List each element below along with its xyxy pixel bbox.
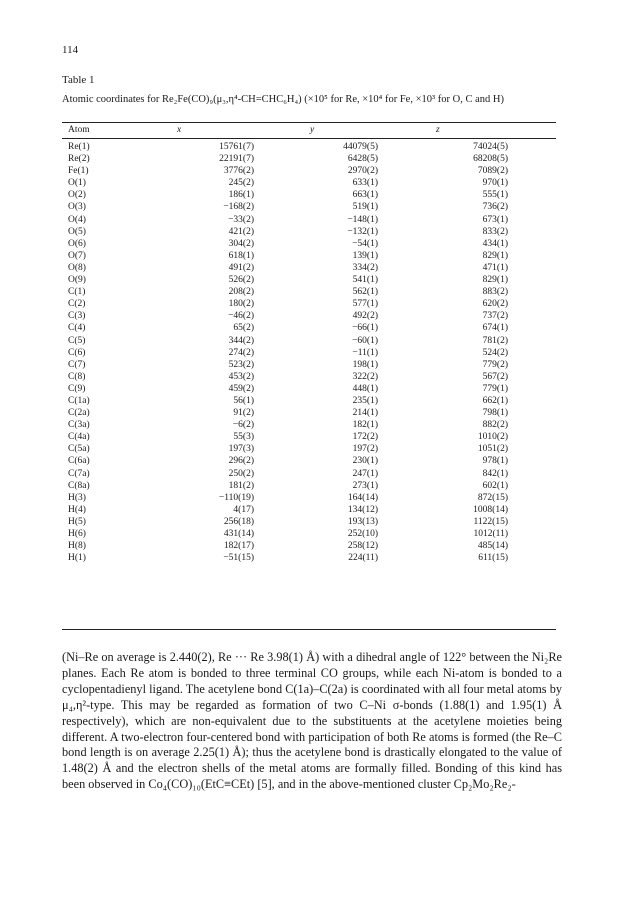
cell-x: 296(2) xyxy=(228,456,254,467)
cell-atom: C(8a) xyxy=(68,480,90,491)
cell-atom: C(7a) xyxy=(68,468,90,479)
cell-x: −33(2) xyxy=(228,214,254,225)
cell-x: 65(2) xyxy=(233,323,254,334)
cell-z: 798(1) xyxy=(482,408,508,419)
cell-y: 633(1) xyxy=(352,178,378,189)
cell-x: 431(14) xyxy=(223,529,254,539)
cell-y: 541(1) xyxy=(352,275,378,286)
cell-z: 485(14) xyxy=(477,541,508,552)
cell-atom: C(4) xyxy=(68,323,86,334)
cell-z: 662(1) xyxy=(482,395,508,406)
table-row xyxy=(62,214,556,226)
table-row xyxy=(62,371,556,383)
cell-atom: H(5) xyxy=(68,516,86,527)
cell-atom: O(4) xyxy=(68,214,86,225)
cell-x: 274(2) xyxy=(228,347,254,358)
table-row xyxy=(62,189,556,201)
cell-y: 235(1) xyxy=(352,395,378,406)
table-row xyxy=(62,347,556,359)
cell-atom: C(8) xyxy=(68,371,86,382)
table-row xyxy=(62,480,556,492)
cell-atom: Re(2) xyxy=(68,154,90,165)
table-row xyxy=(62,455,556,467)
cell-y: 519(1) xyxy=(352,202,378,213)
cell-z: 779(1) xyxy=(482,383,508,394)
cell-y: 182(1) xyxy=(352,420,378,431)
cell-atom: O(2) xyxy=(68,190,86,201)
cell-y: −66(1) xyxy=(352,323,378,334)
page-number: 114 xyxy=(62,44,79,56)
header-x: x xyxy=(177,125,182,135)
cell-z: 7089(2) xyxy=(477,166,508,177)
cell-z: 779(2) xyxy=(482,359,508,370)
cell-x: 344(2) xyxy=(228,335,254,346)
table-row xyxy=(62,359,556,371)
cell-z: 620(2) xyxy=(482,299,508,310)
cell-x: 523(2) xyxy=(228,359,254,370)
cell-z: 68208(5) xyxy=(473,154,508,165)
cell-y: 322(2) xyxy=(352,371,378,382)
cell-x: 256(18) xyxy=(223,516,254,527)
table-row xyxy=(62,431,556,443)
cell-y: −132(1) xyxy=(347,226,378,237)
cell-y: 198(1) xyxy=(352,359,378,370)
table-row xyxy=(62,298,556,310)
table-row xyxy=(62,468,556,480)
cell-atom: H(3) xyxy=(68,492,86,503)
table-row xyxy=(62,492,556,504)
cell-y: 247(1) xyxy=(352,468,378,479)
cell-x: 421(2) xyxy=(228,226,254,237)
cell-atom: O(5) xyxy=(68,226,86,237)
cell-atom: C(1) xyxy=(68,287,86,298)
cell-z: 883(2) xyxy=(482,287,508,298)
cell-z: 1012(11) xyxy=(473,529,508,539)
cell-atom: H(4) xyxy=(68,504,86,515)
cell-atom: O(3) xyxy=(68,202,86,213)
cell-atom: Re(1) xyxy=(68,142,90,152)
cell-x: 181(2) xyxy=(228,480,254,491)
cell-z: 74024(5) xyxy=(473,142,508,152)
cell-x: 250(2) xyxy=(228,468,254,479)
cell-x: 304(2) xyxy=(228,238,254,249)
table-caption: Atomic coordinates for Re₂Fe(CO)₉(μ₃,η⁴-CH=CHC₆H₄) (×10⁵ for Re, ×10⁴ for Fe, ×10³ for O, C and H) xyxy=(62,94,504,105)
cell-z: 833(2) xyxy=(482,226,508,237)
cell-atom: C(2) xyxy=(68,299,86,310)
table-row xyxy=(62,165,556,177)
cell-z: 829(1) xyxy=(482,250,508,261)
cell-x: 91(2) xyxy=(233,408,254,419)
cell-z: 673(1) xyxy=(482,214,508,225)
table-row xyxy=(62,540,556,552)
cell-atom: H(6) xyxy=(68,529,86,539)
cell-y: 258(12) xyxy=(347,541,378,552)
table-body xyxy=(62,141,556,564)
table-row xyxy=(62,286,556,298)
cell-x: 453(2) xyxy=(228,371,254,382)
cell-x: 491(2) xyxy=(228,262,254,273)
cell-y: 230(1) xyxy=(352,456,378,467)
cell-atom: Fe(1) xyxy=(68,166,89,177)
table-row xyxy=(62,552,556,564)
table-row xyxy=(62,250,556,262)
table-row xyxy=(62,395,556,407)
table-row xyxy=(62,274,556,286)
cell-y: 577(1) xyxy=(352,299,378,310)
cell-atom: O(9) xyxy=(68,275,86,286)
cell-atom: C(1a) xyxy=(68,395,90,406)
cell-x: 197(3) xyxy=(228,444,254,455)
cell-atom: C(3a) xyxy=(68,420,90,431)
header-y: y xyxy=(310,125,315,135)
table-row xyxy=(62,322,556,334)
table-row xyxy=(62,335,556,347)
cell-x: −46(2) xyxy=(228,311,254,322)
cell-x: 4(17) xyxy=(233,504,254,515)
cell-y: −60(1) xyxy=(352,335,378,346)
table-header-row xyxy=(62,124,556,136)
cell-x: −6(2) xyxy=(232,420,254,431)
table-row xyxy=(62,262,556,274)
table-row xyxy=(62,516,556,528)
cell-atom: O(6) xyxy=(68,238,86,249)
cell-y: 139(1) xyxy=(352,250,378,261)
table-row xyxy=(62,177,556,189)
cell-z: 434(1) xyxy=(482,238,508,249)
cell-atom: C(6) xyxy=(68,347,86,358)
cell-atom: C(6a) xyxy=(68,456,90,467)
cell-z: 736(2) xyxy=(482,202,508,213)
cell-z: 611(15) xyxy=(478,553,508,564)
table-row xyxy=(62,443,556,455)
cell-y: 214(1) xyxy=(352,408,378,419)
cell-z: 970(1) xyxy=(482,178,508,189)
table-row xyxy=(62,238,556,250)
cell-y: −11(1) xyxy=(352,347,378,358)
cell-y: −148(1) xyxy=(347,214,378,225)
table-row xyxy=(62,201,556,213)
cell-z: 1008(14) xyxy=(473,504,508,515)
cell-y: 224(11) xyxy=(348,553,378,564)
cell-z: 829(1) xyxy=(482,275,508,286)
table-row xyxy=(62,407,556,419)
cell-atom: C(7) xyxy=(68,359,86,370)
table-row xyxy=(62,141,556,153)
cell-x: 22191(7) xyxy=(219,154,254,165)
cell-x: 55(3) xyxy=(233,432,254,443)
cell-y: 164(14) xyxy=(347,492,378,503)
cell-atom: C(9) xyxy=(68,383,86,394)
cell-z: 555(1) xyxy=(482,190,508,201)
cell-atom: H(1) xyxy=(68,553,86,564)
cell-y: 6428(5) xyxy=(347,154,378,165)
cell-x: 3776(2) xyxy=(223,166,254,177)
cell-y: 492(2) xyxy=(352,311,378,322)
cell-atom: O(8) xyxy=(68,262,86,273)
cell-x: −110(19) xyxy=(218,492,254,503)
table-row xyxy=(62,419,556,431)
table-bottom-rule xyxy=(62,629,556,630)
cell-y: 2970(2) xyxy=(347,166,378,177)
cell-atom: C(5) xyxy=(68,335,86,346)
cell-atom: H(8) xyxy=(68,541,86,552)
cell-y: 562(1) xyxy=(352,287,378,298)
cell-z: 1122(15) xyxy=(473,516,508,527)
cell-z: 978(1) xyxy=(482,456,508,467)
cell-y: −54(1) xyxy=(352,238,378,249)
cell-atom: O(1) xyxy=(68,178,86,189)
cell-atom: C(3) xyxy=(68,311,86,322)
cell-x: 182(17) xyxy=(223,541,254,552)
cell-y: 334(2) xyxy=(352,262,378,273)
cell-x: 526(2) xyxy=(228,275,254,286)
cell-x: 459(2) xyxy=(228,383,254,394)
cell-y: 134(12) xyxy=(347,504,378,515)
cell-x: −168(2) xyxy=(223,202,254,213)
cell-z: 842(1) xyxy=(482,468,508,479)
cell-x: 186(1) xyxy=(228,190,254,201)
cell-y: 252(10) xyxy=(347,529,378,539)
cell-x: 245(2) xyxy=(228,178,254,189)
cell-z: 471(1) xyxy=(482,262,508,273)
table-row xyxy=(62,528,556,540)
cell-y: 193(13) xyxy=(347,516,378,527)
cell-z: 524(2) xyxy=(482,347,508,358)
cell-y: 197(2) xyxy=(352,444,378,455)
cell-z: 674(1) xyxy=(482,323,508,334)
cell-y: 44079(5) xyxy=(343,142,378,152)
cell-atom: C(2a) xyxy=(68,408,90,419)
cell-z: 1051(2) xyxy=(477,444,508,455)
header-z: z xyxy=(436,125,440,135)
cell-x: −51(15) xyxy=(223,553,254,564)
table-row xyxy=(62,504,556,516)
cell-z: 567(2) xyxy=(482,371,508,382)
table-row xyxy=(62,226,556,238)
cell-x: 15761(7) xyxy=(219,142,254,152)
cell-atom: C(4a) xyxy=(68,432,90,443)
cell-x: 618(1) xyxy=(228,250,254,261)
header-atom: Atom xyxy=(68,125,90,135)
cell-x: 180(2) xyxy=(228,299,254,310)
cell-atom: C(5a) xyxy=(68,444,90,455)
cell-y: 448(1) xyxy=(352,383,378,394)
cell-z: 737(2) xyxy=(482,311,508,322)
cell-y: 172(2) xyxy=(352,432,378,443)
cell-y: 663(1) xyxy=(352,190,378,201)
table-row xyxy=(62,383,556,395)
cell-z: 1010(2) xyxy=(477,432,508,443)
cell-atom: O(7) xyxy=(68,250,86,261)
cell-y: 273(1) xyxy=(352,480,378,491)
table-row xyxy=(62,153,556,165)
cell-z: 781(2) xyxy=(482,335,508,346)
cell-x: 208(2) xyxy=(228,287,254,298)
table-row xyxy=(62,310,556,322)
table-top-rule xyxy=(62,122,556,123)
body-paragraph xyxy=(62,650,562,793)
body-text: (Ni–Re on average is 2.440(2), Re ··· Re 3.98(1) Å) with a dihedral angle of 122° between the Ni₂Re planes. Each Re atom is bonded to three terminal CO groups, while each Ni-atom is bonded to a cyclopentadienyl ligand. The acetylene bond C(1a)–C(2a) is coordinated with all four metal atoms by μ₄,η²-type. This may be regarded as formation of two C–Ni σ-bonds (1.88(1) and 1.95(1) Å respectively), which are non-equivalent due to the substituents at the acetylene moieties being different. A two-electron four-centered bond with participation of both Re atoms is formed (the Re–C bond length is on average 2.25(1) Å); thus the acetylene bond is drastically elongated to the value of 1.48(2) Å and the electron shells of the metal atoms are formally filled. Bonding of this kind has been observed in Co₄(CO)₁₀(EtC≡CEt) [5], and in the above-mentioned cluster Cp₂Mo₂Re₂- xyxy=(62,650,562,792)
table-label: Table 1 xyxy=(62,74,95,86)
cell-z: 872(15) xyxy=(477,492,508,503)
cell-z: 882(2) xyxy=(482,420,508,431)
table-header-rule xyxy=(62,138,556,139)
cell-z: 602(1) xyxy=(482,480,508,491)
cell-x: 56(1) xyxy=(233,395,254,406)
